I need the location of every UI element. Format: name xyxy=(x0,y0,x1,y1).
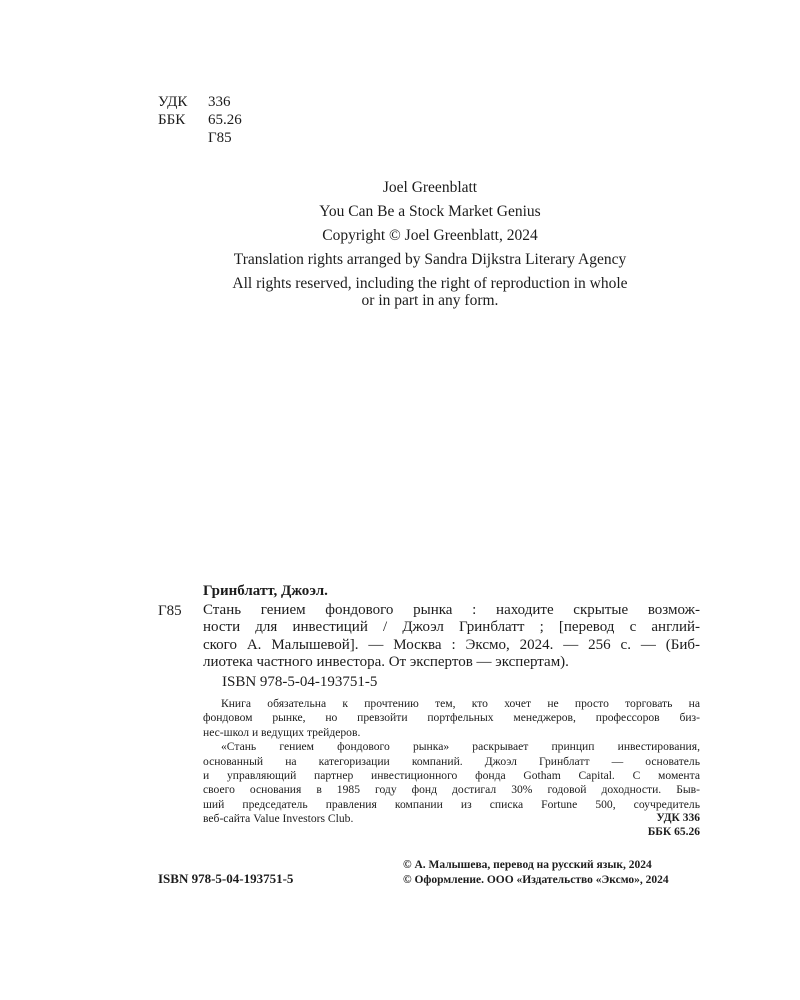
original-copyright: Copyright © Joel Greenblatt, 2024 xyxy=(322,227,538,244)
bib-line: ности для инвестиций / Джоэл Гринблатт ; [перевод с англий- xyxy=(203,619,700,636)
bbk-value: 65.26 xyxy=(208,112,242,128)
copyright-translation: © А. Малышева, перевод на русский язык, 2024 xyxy=(403,859,652,871)
classification-block xyxy=(158,93,242,147)
annotation-line: нес-школ и ведущих трейдеров. xyxy=(203,725,361,739)
annotation-line: «Стань гением фондового рынка» раскрывает принцип инвестирования, xyxy=(221,740,700,754)
annotation-line: ший председатель правления компании из списка Fortune 500, соучредитель xyxy=(203,797,700,811)
udk-row xyxy=(158,93,242,111)
annotation-line: и управляющий партнер инвестиционного фонда Gotham Capital. С момента xyxy=(203,769,700,783)
author-mark-row xyxy=(158,129,242,147)
bbk-row xyxy=(158,111,242,129)
author-mark: Г85 xyxy=(208,130,232,146)
annotation-classification xyxy=(560,812,700,839)
bib-line: ского А. Малышевой]. — Москва : Эксмо, 2024. — 256 с. — (Биб- xyxy=(203,636,700,653)
footer-copyrights xyxy=(403,858,701,887)
bib-author-heading: Гринблатт, Джоэл. xyxy=(203,583,328,599)
translation-rights: Translation rights arranged by Sandra Dijkstra Literary Agency xyxy=(233,251,627,268)
original-author: Joel Greenblatt xyxy=(382,179,478,196)
bbk-label: ББК xyxy=(158,112,186,128)
copyright-design: © Оформление. ООО «Издательство «Эксмо», 2024 xyxy=(403,873,669,886)
annotation-line: основанный на категоризации компаний. Джоэл Гринблатт — основатель xyxy=(203,754,700,768)
bib-description xyxy=(203,602,700,671)
rights-reserved-line-1: All rights reserved, including the right of reproduction in whole xyxy=(232,275,628,292)
udk-label: УДК xyxy=(158,94,188,110)
bib-author-mark: Г85 xyxy=(158,603,182,619)
annotation-udk: УДК 336 xyxy=(656,812,700,824)
udk-value: 336 xyxy=(208,94,231,110)
bib-isbn: ISBN 978-5-04-193751-5 xyxy=(222,674,378,690)
annotation-bbk: ББК 65.26 xyxy=(647,825,700,838)
annotation xyxy=(203,697,700,827)
rights-reserved-line-2: or in part in any form. xyxy=(361,292,499,309)
annotation-line: своего основания в 1985 году фонд достигал 30% годовой доходности. Быв- xyxy=(203,783,700,797)
footer-isbn: ISBN 978-5-04-193751-5 xyxy=(158,871,294,886)
bib-line: Стань гением фондового рынка : находите скрытые возмож- xyxy=(203,602,700,618)
bib-line: лиотека частного инвестора. От экспертов — экспертам). xyxy=(203,653,569,670)
annotation-line: фондовом рынке, но превзойти портфельных менеджеров, профессоров биз- xyxy=(203,711,700,725)
annotation-line: веб-сайта Value Investors Club. xyxy=(203,812,354,826)
annotation-line: Книга обязательна к прочтению тем, кто хочет не просто торговать на xyxy=(221,697,700,710)
original-title: You Can Be a Stock Market Genius xyxy=(319,203,541,220)
